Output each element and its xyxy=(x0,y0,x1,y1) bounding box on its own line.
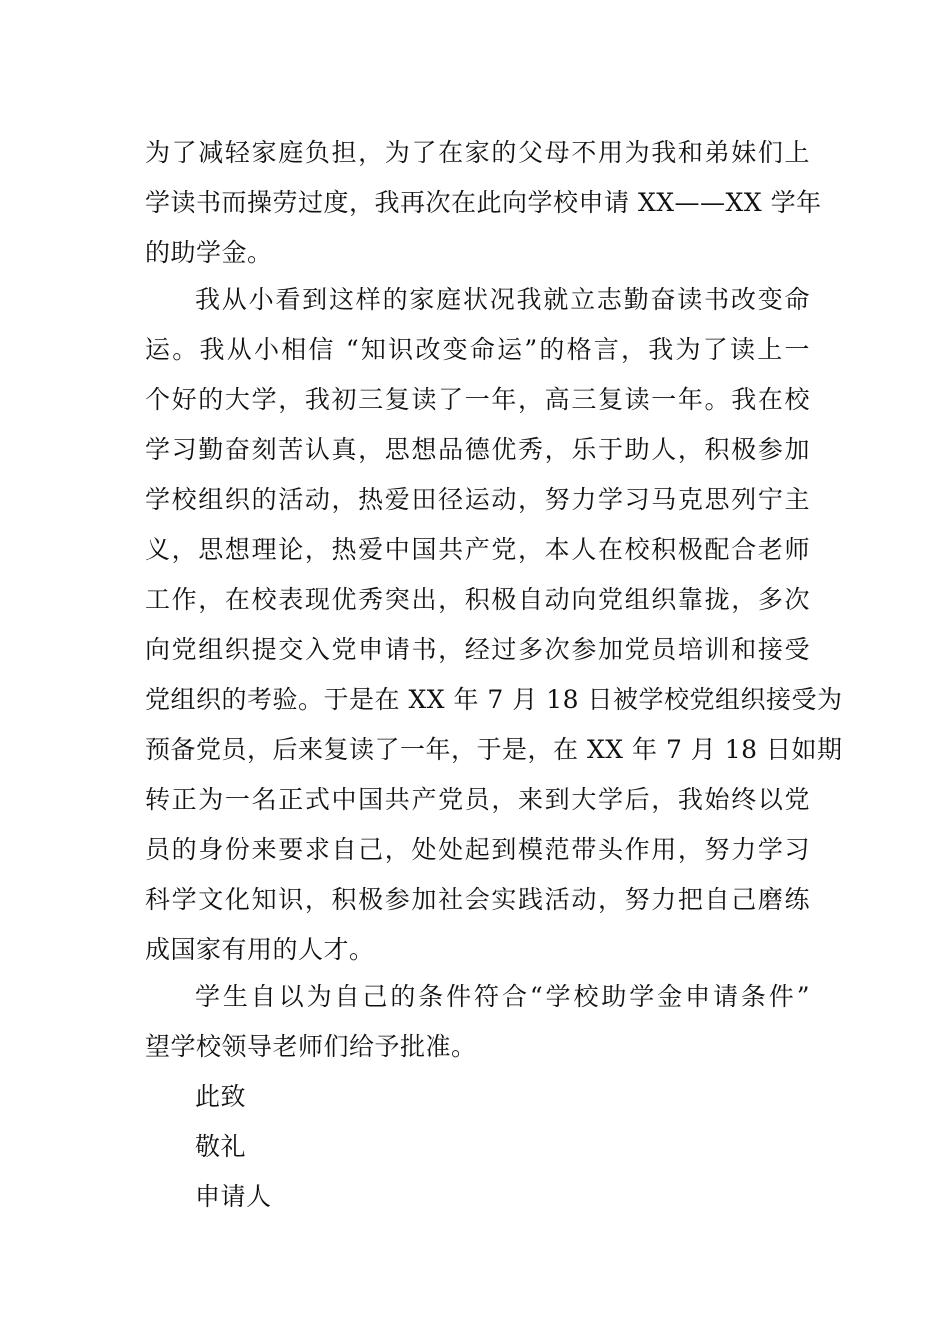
text-line: 学校组织的活动，热爱田径运动，努力学习马克思列宁主 xyxy=(145,485,810,514)
text-line: 望学校领导老师们给予批准。 xyxy=(145,1032,477,1061)
paragraph-2 xyxy=(145,275,843,975)
text-line: 义，思想理论，热爱中国共产党，本人在校积极配合老师 xyxy=(145,535,810,564)
closing-salutation: 此致 xyxy=(195,1082,247,1111)
closing-applicant: 申请人 xyxy=(195,1182,272,1211)
text-line: 个好的大学，我初三复读了一年，高三复读一年。我在校 xyxy=(145,385,810,414)
paragraph-1 xyxy=(145,128,822,278)
text-line: 学生自以为自己的条件符合“学校助学金申请条件” xyxy=(195,982,810,1011)
text-line: 预备党员，后来复读了一年，于是，在 XX 年 7 月 18 日如期 xyxy=(145,735,843,764)
closing-respect: 敬礼 xyxy=(195,1132,247,1161)
text-line: 员的身份来要求自己，处处起到模范带头作用，努力学习 xyxy=(145,835,810,864)
text-line: 我从小看到这样的家庭状况我就立志勤奋读书改变命 xyxy=(195,285,810,314)
paragraph-3 xyxy=(145,972,810,1072)
text-line: 转正为一名正式中国共产党员，来到大学后，我始终以党 xyxy=(145,785,810,814)
text-line: 党组织的考验。于是在 XX 年 7 月 18 日被学校党组织接受为 xyxy=(145,685,843,714)
text-line: 为了减轻家庭负担，为了在家的父母不用为我和弟妹们上 xyxy=(145,138,810,167)
text-line: 学读书而操劳过度，我再次在此向学校申请 XX——XX 学年 xyxy=(145,188,822,217)
text-line: 运。我从小相信 “知识改变命运”的格言，我为了读上一 xyxy=(145,335,810,364)
text-line: 科学文化知识，积极参加社会实践活动，努力把自己磨练 xyxy=(145,885,810,914)
text-line: 工作，在校表现优秀突出，积极自动向党组织靠拢，多次 xyxy=(145,585,810,614)
text-line: 学习勤奋刻苦认真，思想品德优秀，乐于助人，积极参加 xyxy=(145,435,810,464)
text-line: 成国家有用的人才。 xyxy=(145,935,375,964)
text-line: 的助学金。 xyxy=(145,238,273,267)
text-line: 向党组织提交入党申请书，经过多次参加党员培训和接受 xyxy=(145,635,810,664)
